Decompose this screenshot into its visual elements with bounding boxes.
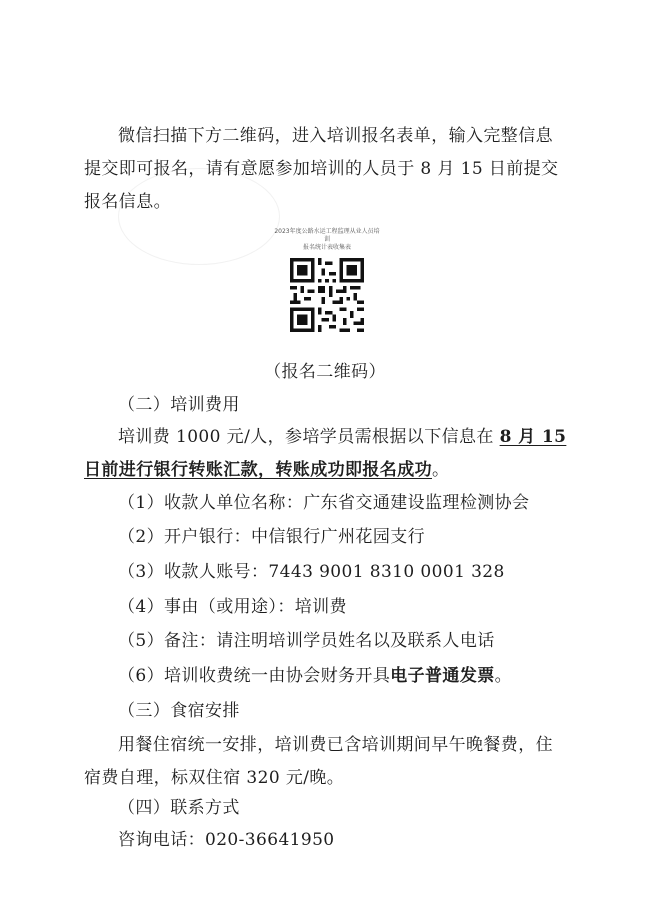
section-lodging-heading: （三）食宿安排 [118,701,240,721]
invoice-emphasis: 电子普通发票 [390,666,495,686]
invoice-text-before: （6）培训收费统一由协会财务开具 [118,666,391,686]
lodging-paragraph: 用餐住宿统一安排，培训费已含培训期间早午晚餐费，住宿费自理，标双住宿 320 元/晚。 [84,735,553,788]
fee-item-purpose: （4）事由（或用途）：培训费 [118,597,347,617]
fee-item-invoice [118,665,512,687]
qr-title-line1: 2023年度公路水运工程监理从业人员培训 [274,228,380,243]
qr-title-line2: 报名统计表收集表 [302,244,351,251]
qr-code-icon[interactable] [290,258,364,332]
fee-item-payee: （1）收款人单位名称：广东省交通建设监理检测协会 [118,493,530,513]
invoice-text-after: 。 [494,666,513,686]
fee-item-account: （3）收款人账号：7443 9001 8310 0001 328 [118,562,505,582]
qr-caption: （报名二维码） [264,362,386,382]
contact-phone: 咨询电话：020-36641950 [118,830,335,850]
fee-text-after: 。 [432,460,450,480]
section-contact-heading: （四）联系方式 [118,798,240,818]
section-fee-heading: （二）培训费用 [118,395,240,415]
fee-text-before: 培训费 1000 元/人，参培学员需根据以下信息在 [118,427,500,447]
intro-paragraph: 微信扫描下方二维码，进入培训报名表单，输入完整信息提交即可报名，请有意愿参加培训的人员于 8 月 15 日前提交报名信息。 [84,126,559,212]
fee-paragraph [84,421,570,487]
fee-item-remark: （5）备注：请注明培训学员姓名以及联系人电话 [118,631,495,651]
fee-deadline-emphasis: 8 月 15 日前进行银行转账汇款，转账成功即报名成功 [84,427,567,480]
qr-code-block [274,228,380,332]
fee-item-bank: （2）开户银行：中信银行广州花园支行 [118,527,426,547]
